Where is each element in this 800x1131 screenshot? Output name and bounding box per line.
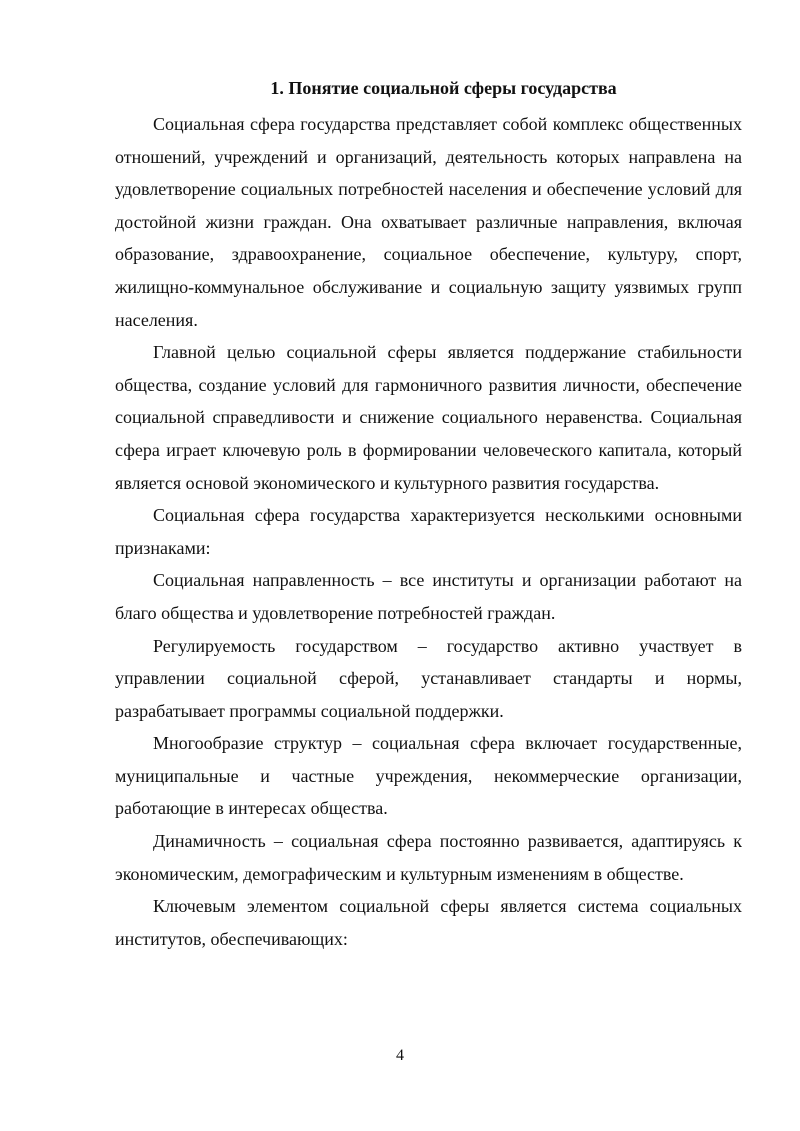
page-content: [115, 76, 742, 955]
paragraph-goal: Главной целью социальной сферы является поддержание стабильности общества, создание условий для гармоничного развития личности, обеспечение социальной справедливости и снижение социального неравенства. Социальная сфера играет ключевую роль в формировании человеческого капитала, который является основой экономического и культурного развития государства.: [115, 342, 742, 493]
paragraph-state-regulation: Регулируемость государством – государство активно участвует в управлении социальной сферой, устанавливает стандарты и нормы, разрабатывает программы социальной поддержки.: [115, 635, 742, 721]
paragraph-social-orientation: Социальная направленность – все институты и организации работают на благо общества и удовлетворение потребностей граждан.: [115, 570, 742, 623]
page-number: 4: [396, 1047, 404, 1064]
paragraph-institutions: Ключевым элементом социальной сферы является система социальных институтов, обеспечивающих:: [115, 896, 742, 949]
section-heading: 1. Понятие социальной сферы государства: [270, 78, 617, 98]
paragraph-dynamism: Динамичность – социальная сфера постоянно развивается, адаптируясь к экономическим, демографическим и культурным изменениям в обществе.: [115, 831, 742, 884]
paragraph-definition: Социальная сфера государства представляет собой комплекс общественных отношений, учреждений и организаций, деятельность которых направлена на удовлетворение социальных потребностей населения и обеспечение условий для достойной жизни граждан. Она охватывает различные направления, включая образование, здравоохранение, социальное обеспечение, культуру, спорт, жилищно-коммунальное обслуживание и социальную защиту уязвимых групп населения.: [115, 114, 742, 330]
paragraph-features-intro: Социальная сфера государства характеризуется несколькими основными признаками:: [115, 505, 742, 558]
paragraph-structure-diversity: Многообразие структур – социальная сфера включает государственные, муниципальные и частные учреждения, некоммерческие организации, работающие в интересах общества.: [115, 733, 742, 819]
